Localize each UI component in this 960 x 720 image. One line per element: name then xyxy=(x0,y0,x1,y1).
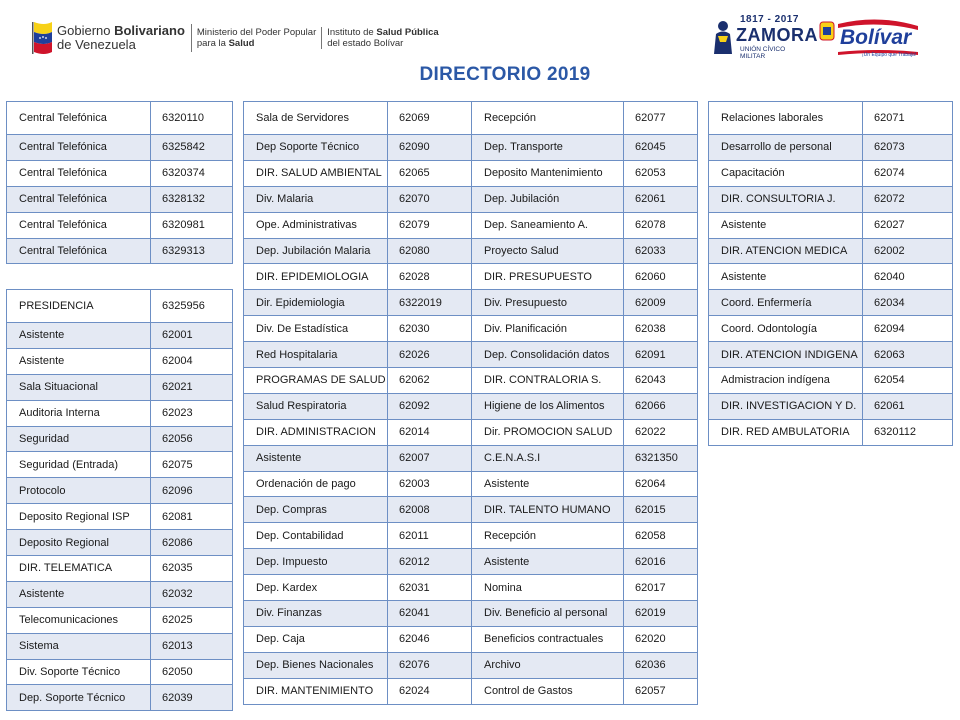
department-name: Asistente xyxy=(7,581,151,607)
table-row xyxy=(472,626,698,652)
department-name: Dep. Consolidación datos xyxy=(472,342,624,368)
phone-extension: 62064 xyxy=(624,471,698,497)
department-name: DIR. SALUD AMBIENTAL xyxy=(244,160,388,186)
phone-extension: 62058 xyxy=(624,523,698,549)
table-row xyxy=(472,445,698,471)
table-row xyxy=(472,160,698,186)
table-row xyxy=(244,238,474,264)
department-name: DIR. ATENCION INDIGENA xyxy=(709,342,863,368)
table-row xyxy=(7,581,233,607)
department-name: Deposito Regional xyxy=(7,530,151,556)
phone-extension: 62076 xyxy=(388,652,474,678)
zamora-name: ZAMORA xyxy=(736,25,818,45)
government-header xyxy=(30,14,444,62)
department-name: Dep. Saneamiento A. xyxy=(472,212,624,238)
ministry-bold: Salud xyxy=(228,38,255,49)
department-name: Recepción xyxy=(472,102,624,135)
page-title: DIRECTORIO 2019 xyxy=(419,64,591,85)
table-row xyxy=(7,607,233,633)
table-row xyxy=(472,575,698,601)
directory-table-col3 xyxy=(471,101,698,705)
department-name: Archivo xyxy=(472,652,624,678)
department-name: Relaciones laborales xyxy=(709,102,863,135)
table-row xyxy=(7,374,233,400)
department-name: Admistracion indígena xyxy=(709,368,863,394)
table-row xyxy=(472,212,698,238)
table-row xyxy=(709,212,953,238)
phone-extension: 62096 xyxy=(151,478,233,504)
table-row xyxy=(472,102,698,135)
phone-extension: 62001 xyxy=(151,323,233,349)
department-name: Deposito Mantenimiento xyxy=(472,160,624,186)
phone-extension: 62039 xyxy=(151,685,233,711)
department-name: Asistente xyxy=(7,323,151,349)
zamora-logo xyxy=(712,14,818,60)
department-name: Coord. Enfermería xyxy=(709,290,863,316)
table-row xyxy=(7,212,233,238)
phone-extension: 6320112 xyxy=(863,419,953,445)
table-row xyxy=(244,264,474,290)
department-name: C.E.N.A.S.I xyxy=(472,445,624,471)
department-name: Dep Soporte Técnico xyxy=(244,135,388,161)
table-row xyxy=(7,290,233,323)
phone-extension: 62025 xyxy=(151,607,233,633)
department-name: Dep. Kardex xyxy=(244,575,388,601)
department-name: Asistente xyxy=(709,264,863,290)
phone-extension: 62062 xyxy=(388,368,474,394)
department-name: Dir. Epidemiologia xyxy=(244,290,388,316)
department-name: DIR. TELEMATICA xyxy=(7,556,151,582)
department-name: Coord. Odontología xyxy=(709,316,863,342)
table-row xyxy=(709,290,953,316)
department-name: DIR. INVESTIGACION Y D. xyxy=(709,393,863,419)
table-row xyxy=(7,478,233,504)
table-row xyxy=(244,393,474,419)
phone-extension: 62004 xyxy=(151,348,233,374)
department-name: Seguridad (Entrada) xyxy=(7,452,151,478)
department-name: Red Hospitalaria xyxy=(244,342,388,368)
department-name: DIR. TALENTO HUMANO xyxy=(472,497,624,523)
table-row xyxy=(472,316,698,342)
table-row xyxy=(709,160,953,186)
phone-extension: 62027 xyxy=(863,212,953,238)
phone-extension: 62003 xyxy=(388,471,474,497)
bolivar-tagline: ¡Un Equipo que Trabaja! xyxy=(862,52,917,58)
department-name: Asistente xyxy=(7,348,151,374)
phone-extension: 62033 xyxy=(624,238,698,264)
phone-extension: 62080 xyxy=(388,238,474,264)
table-row xyxy=(7,452,233,478)
phone-extension: 62081 xyxy=(151,504,233,530)
department-name: DIR. MANTENIMIENTO xyxy=(244,678,388,704)
department-name: Asistente xyxy=(709,212,863,238)
table-row xyxy=(472,238,698,264)
table-row xyxy=(244,471,474,497)
department-name: DIR. CONTRALORIA S. xyxy=(472,368,624,394)
table-row xyxy=(472,264,698,290)
phone-extension: 6328132 xyxy=(151,186,233,212)
phone-extension: 62053 xyxy=(624,160,698,186)
department-name: Central Telefónica xyxy=(7,160,151,186)
department-name: Ordenación de pago xyxy=(244,471,388,497)
phone-extension: 62016 xyxy=(624,549,698,575)
department-name: Auditoria Interna xyxy=(7,400,151,426)
phone-extension: 6320981 xyxy=(151,212,233,238)
phone-extension: 62092 xyxy=(388,393,474,419)
phone-extension: 62014 xyxy=(388,419,474,445)
department-name: Dep. Soporte Técnico xyxy=(7,685,151,711)
department-name: Central Telefónica xyxy=(7,102,151,135)
table-row xyxy=(244,497,474,523)
department-name: Seguridad xyxy=(7,426,151,452)
table-row xyxy=(709,264,953,290)
phone-extension: 62069 xyxy=(388,102,474,135)
table-row xyxy=(244,419,474,445)
table-row xyxy=(472,419,698,445)
table-row xyxy=(472,186,698,212)
department-name: Deposito Regional ISP xyxy=(7,504,151,530)
department-name: Sala Situacional xyxy=(7,374,151,400)
phone-extension: 62060 xyxy=(624,264,698,290)
department-name: Div. Finanzas xyxy=(244,601,388,627)
department-name: Dep. Jubilación xyxy=(472,186,624,212)
department-name: Telecomunicaciones xyxy=(7,607,151,633)
department-name: DIR. RED AMBULATORIA xyxy=(709,419,863,445)
phone-extension: 62017 xyxy=(624,575,698,601)
phone-extension: 62023 xyxy=(151,400,233,426)
ministry-name xyxy=(192,27,322,49)
department-name: DIR. ADMINISTRACION xyxy=(244,419,388,445)
department-name: Dep. Transporte xyxy=(472,135,624,161)
bolivar-logo xyxy=(818,16,922,62)
table-row xyxy=(472,549,698,575)
phone-extension: 62079 xyxy=(388,212,474,238)
phone-extension: 62094 xyxy=(863,316,953,342)
directory-table-central xyxy=(6,101,233,264)
phone-extension: 62043 xyxy=(624,368,698,394)
zamora-years: 1817 - 2017 xyxy=(740,14,799,25)
department-name: Ope. Administrativas xyxy=(244,212,388,238)
department-name: Asistente xyxy=(244,445,388,471)
phone-extension: 62054 xyxy=(863,368,953,394)
table-row xyxy=(244,160,474,186)
table-row xyxy=(472,393,698,419)
phone-extension: 62024 xyxy=(388,678,474,704)
department-name: Dep. Impuesto xyxy=(244,549,388,575)
department-name: Dep. Bienes Nacionales xyxy=(244,652,388,678)
department-name: DIR. CONSULTORIA J. xyxy=(709,186,863,212)
department-name: PRESIDENCIA xyxy=(7,290,151,323)
phone-extension: 62056 xyxy=(151,426,233,452)
table-row xyxy=(472,290,698,316)
phone-extension: 62020 xyxy=(624,626,698,652)
table-row xyxy=(244,652,474,678)
department-name: Div. Soporte Técnico xyxy=(7,659,151,685)
phone-extension: 62061 xyxy=(863,393,953,419)
table-row xyxy=(709,186,953,212)
table-row xyxy=(244,212,474,238)
phone-extension: 62036 xyxy=(624,652,698,678)
phone-extension: 62007 xyxy=(388,445,474,471)
department-name: Div. Presupuesto xyxy=(472,290,624,316)
department-name: Recepción xyxy=(472,523,624,549)
department-name: Dep. Caja xyxy=(244,626,388,652)
department-name: DIR. EPIDEMIOLOGIA xyxy=(244,264,388,290)
gov-line2: de Venezuela xyxy=(57,37,136,52)
table-row xyxy=(709,368,953,394)
table-row xyxy=(7,135,233,161)
phone-extension: 6320110 xyxy=(151,102,233,135)
phone-extension: 62009 xyxy=(624,290,698,316)
table-row xyxy=(244,316,474,342)
phone-extension: 62040 xyxy=(863,264,953,290)
directory-table-presidencia xyxy=(6,289,233,711)
table-row xyxy=(472,601,698,627)
phone-extension: 62070 xyxy=(388,186,474,212)
table-row xyxy=(244,678,474,704)
department-name: PROGRAMAS DE SALUD xyxy=(244,368,388,394)
table-row xyxy=(709,342,953,368)
table-row xyxy=(244,186,474,212)
institute-name xyxy=(322,27,443,49)
table-row xyxy=(7,659,233,685)
table-row xyxy=(472,678,698,704)
phone-extension: 62066 xyxy=(624,393,698,419)
department-name: DIR. ATENCION MEDICA xyxy=(709,238,863,264)
department-name: Central Telefónica xyxy=(7,186,151,212)
phone-extension: 62012 xyxy=(388,549,474,575)
table-row xyxy=(7,323,233,349)
phone-extension: 62015 xyxy=(624,497,698,523)
table-row xyxy=(472,497,698,523)
department-name: Asistente xyxy=(472,471,624,497)
phone-extension: 62050 xyxy=(151,659,233,685)
phone-extension: 62073 xyxy=(863,135,953,161)
phone-extension: 62002 xyxy=(863,238,953,264)
table-row xyxy=(244,549,474,575)
department-name: Higiene de los Alimentos xyxy=(472,393,624,419)
phone-extension: 62078 xyxy=(624,212,698,238)
table-row xyxy=(472,523,698,549)
phone-extension: 6320374 xyxy=(151,160,233,186)
phone-extension: 62034 xyxy=(863,290,953,316)
department-name: Asistente xyxy=(472,549,624,575)
table-row xyxy=(244,575,474,601)
table-row xyxy=(7,186,233,212)
phone-extension: 62045 xyxy=(624,135,698,161)
phone-extension: 62035 xyxy=(151,556,233,582)
department-name: Control de Gastos xyxy=(472,678,624,704)
department-name: Central Telefónica xyxy=(7,135,151,161)
table-row xyxy=(472,342,698,368)
table-row xyxy=(244,135,474,161)
department-name: Div. Beneficio al personal xyxy=(472,601,624,627)
zamora-figure-icon xyxy=(712,20,734,54)
table-row xyxy=(244,626,474,652)
phone-extension: 62013 xyxy=(151,633,233,659)
phone-extension: 6321350 xyxy=(624,445,698,471)
government-name xyxy=(57,24,192,52)
table-row xyxy=(244,290,474,316)
table-row xyxy=(7,426,233,452)
phone-extension: 62008 xyxy=(388,497,474,523)
table-row xyxy=(244,523,474,549)
institute-line2: del estado Bolívar xyxy=(327,38,404,49)
table-row xyxy=(709,102,953,135)
table-row xyxy=(709,419,953,445)
phone-extension: 62021 xyxy=(151,374,233,400)
phone-extension: 62019 xyxy=(624,601,698,627)
phone-extension: 6325956 xyxy=(151,290,233,323)
phone-extension: 62046 xyxy=(388,626,474,652)
department-name: Central Telefónica xyxy=(7,238,151,264)
table-row xyxy=(244,601,474,627)
table-row xyxy=(7,633,233,659)
table-row xyxy=(709,316,953,342)
phone-extension: 62061 xyxy=(624,186,698,212)
directory-table-col2 xyxy=(243,101,474,705)
zamora-subtitle: UNIÓN CÍVICO MILITAR xyxy=(740,46,786,60)
phone-extension: 62086 xyxy=(151,530,233,556)
department-name: Dep. Jubilación Malaria xyxy=(244,238,388,264)
phone-extension: 62071 xyxy=(863,102,953,135)
table-row xyxy=(709,393,953,419)
table-row xyxy=(7,400,233,426)
phone-extension: 62030 xyxy=(388,316,474,342)
table-row xyxy=(244,445,474,471)
phone-extension: 62063 xyxy=(863,342,953,368)
phone-extension: 62038 xyxy=(624,316,698,342)
table-row xyxy=(7,102,233,135)
phone-extension: 62091 xyxy=(624,342,698,368)
ministry-line1: Ministerio del Poder Popular xyxy=(196,27,317,38)
table-row xyxy=(472,652,698,678)
phone-extension: 62011 xyxy=(388,523,474,549)
department-name: Dir. PROMOCION SALUD xyxy=(472,419,624,445)
phone-extension: 62074 xyxy=(863,160,953,186)
bolivar-name: Bolívar xyxy=(840,26,912,49)
table-row xyxy=(244,102,474,135)
department-name: Central Telefónica xyxy=(7,212,151,238)
table-row xyxy=(7,504,233,530)
department-name: Div. De Estadística xyxy=(244,316,388,342)
table-row xyxy=(7,556,233,582)
department-name: Dep. Contabilidad xyxy=(244,523,388,549)
phone-extension: 62090 xyxy=(388,135,474,161)
table-row xyxy=(472,471,698,497)
table-row xyxy=(472,135,698,161)
department-name: Div. Malaria xyxy=(244,186,388,212)
department-name: Sistema xyxy=(7,633,151,659)
directory-table-col4 xyxy=(708,101,953,446)
table-row xyxy=(7,685,233,711)
table-row xyxy=(472,368,698,394)
phone-extension: 62032 xyxy=(151,581,233,607)
table-row xyxy=(7,530,233,556)
department-name: Nomina xyxy=(472,575,624,601)
phone-extension: 62028 xyxy=(388,264,474,290)
phone-extension: 6325842 xyxy=(151,135,233,161)
phone-extension: 62072 xyxy=(863,186,953,212)
phone-extension: 6329313 xyxy=(151,238,233,264)
phone-extension: 62041 xyxy=(388,601,474,627)
table-row xyxy=(7,160,233,186)
table-row xyxy=(244,368,474,394)
phone-extension: 6322019 xyxy=(388,290,474,316)
institute-bold: Salud Pública xyxy=(376,27,439,38)
phone-extension: 62065 xyxy=(388,160,474,186)
phone-extension: 62077 xyxy=(624,102,698,135)
venezuela-flag-icon xyxy=(30,20,54,56)
phone-extension: 62022 xyxy=(624,419,698,445)
gov-prefix: Gobierno xyxy=(57,23,115,38)
department-name: Beneficios contractuales xyxy=(472,626,624,652)
department-name: DIR. PRESUPUESTO xyxy=(472,264,624,290)
table-row xyxy=(709,238,953,264)
department-name: Proyecto Salud xyxy=(472,238,624,264)
table-row xyxy=(244,342,474,368)
department-name: Dep. Compras xyxy=(244,497,388,523)
department-name: Sala de Servidores xyxy=(244,102,388,135)
phone-extension: 62026 xyxy=(388,342,474,368)
institute-prefix: Instituto de xyxy=(327,27,377,38)
department-name: Capacitación xyxy=(709,160,863,186)
table-row xyxy=(709,135,953,161)
phone-extension: 62057 xyxy=(624,678,698,704)
phone-extension: 62075 xyxy=(151,452,233,478)
phone-extension: 62031 xyxy=(388,575,474,601)
ministry-prefix: para la xyxy=(196,38,229,49)
department-name: Salud Respiratoria xyxy=(244,393,388,419)
table-row xyxy=(7,348,233,374)
table-row xyxy=(7,238,233,264)
department-name: Protocolo xyxy=(7,478,151,504)
department-name: Div. Planificación xyxy=(472,316,624,342)
department-name: Desarrollo de personal xyxy=(709,135,863,161)
gov-bold: Bolivariano xyxy=(114,23,185,38)
